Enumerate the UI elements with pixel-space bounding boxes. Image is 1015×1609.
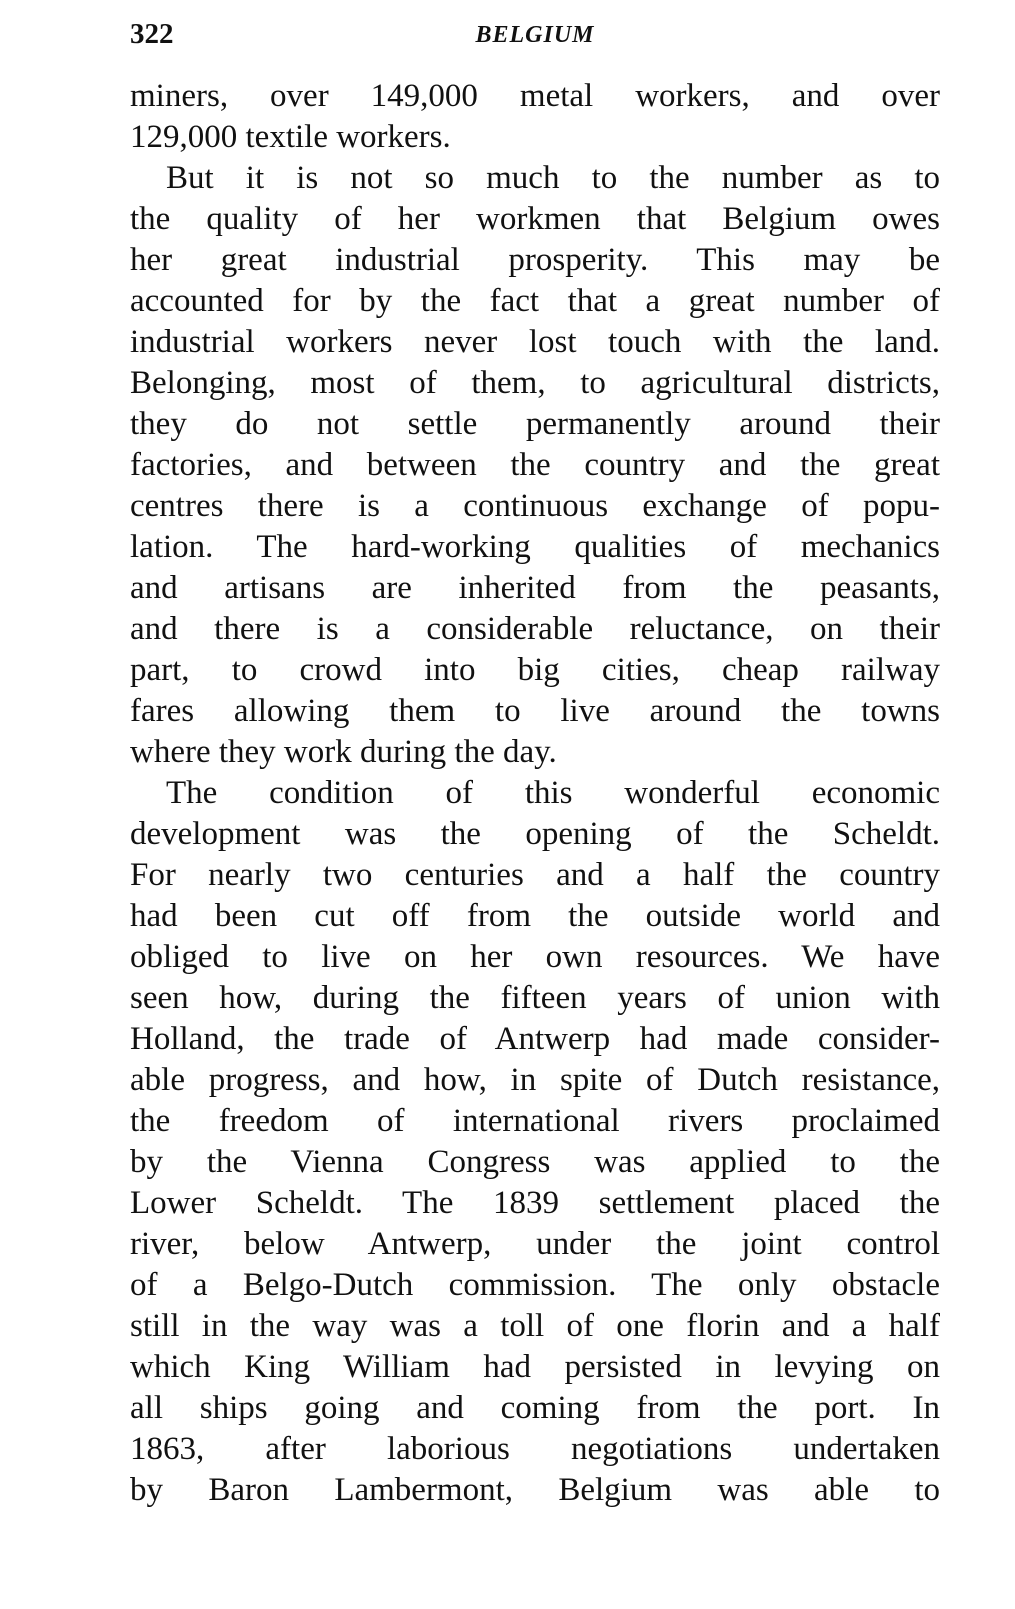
text-line: the freedom of international rivers proclaimed: [130, 1103, 940, 1139]
text-line: had been cut off from the outside world and: [130, 898, 940, 934]
text-line: industrial workers never lost touch with the land.: [130, 324, 940, 360]
text-line: her great industrial prosperity. This may be: [130, 242, 940, 278]
text-line: miners, over 149,000 metal workers, and over: [130, 78, 940, 114]
text-line: and artisans are inherited from the peasants,: [130, 570, 940, 606]
text-line: part, to crowd into big cities, cheap railway: [130, 652, 940, 688]
paragraph-start-line: But it is not so much to the number as to: [166, 160, 940, 196]
text-line: still in the way was a toll of one florin and a half: [130, 1308, 940, 1344]
text-line: factories, and between the country and the great: [130, 447, 940, 483]
text-line: obliged to live on her own resources. We have: [130, 939, 940, 975]
text-line: which King William had persisted in levying on: [130, 1349, 940, 1385]
text-line: development was the opening of the Scheldt.: [130, 816, 940, 852]
text-line: accounted for by the fact that a great number of: [130, 283, 940, 319]
text-line: seen how, during the fifteen years of union with: [130, 980, 940, 1016]
text-line: and there is a considerable reluctance, on their: [130, 611, 940, 647]
text-line: Holland, the trade of Antwerp had made consider-: [130, 1021, 940, 1057]
paragraph-start-line: The condition of this wonderful economic: [166, 775, 940, 811]
text-line: of a Belgo-Dutch commission. The only obstacle: [130, 1267, 940, 1303]
text-line: by Baron Lambermont, Belgium was able to: [130, 1472, 940, 1508]
text-line: For nearly two centuries and a half the country: [130, 857, 940, 893]
page-number: 322: [130, 18, 174, 50]
text-line: river, below Antwerp, under the joint control: [130, 1226, 940, 1262]
text-line: able progress, and how, in spite of Dutch resistance,: [130, 1062, 940, 1098]
text-line: Belonging, most of them, to agricultural districts,: [130, 365, 940, 401]
body-text: [130, 76, 940, 1511]
text-line: lation. The hard-working qualities of mechanics: [130, 529, 940, 565]
text-line: by the Vienna Congress was applied to the: [130, 1144, 940, 1180]
text-line: 129,000 textile workers.: [130, 119, 451, 155]
text-line: 1863, after laborious negotiations undertaken: [130, 1431, 940, 1467]
text-line: where they work during the day.: [130, 734, 557, 770]
text-line: they do not settle permanently around their: [130, 406, 940, 442]
text-line: fares allowing them to live around the towns: [130, 693, 940, 729]
text-line: the quality of her workmen that Belgium owes: [130, 201, 940, 237]
text-line: all ships going and coming from the port. In: [130, 1390, 940, 1426]
text-line: Lower Scheldt. The 1839 settlement placed the: [130, 1185, 940, 1221]
text-line: centres there is a continuous exchange of popu-: [130, 488, 940, 524]
page-header: [130, 12, 940, 56]
running-head: BELGIUM: [475, 22, 595, 48]
